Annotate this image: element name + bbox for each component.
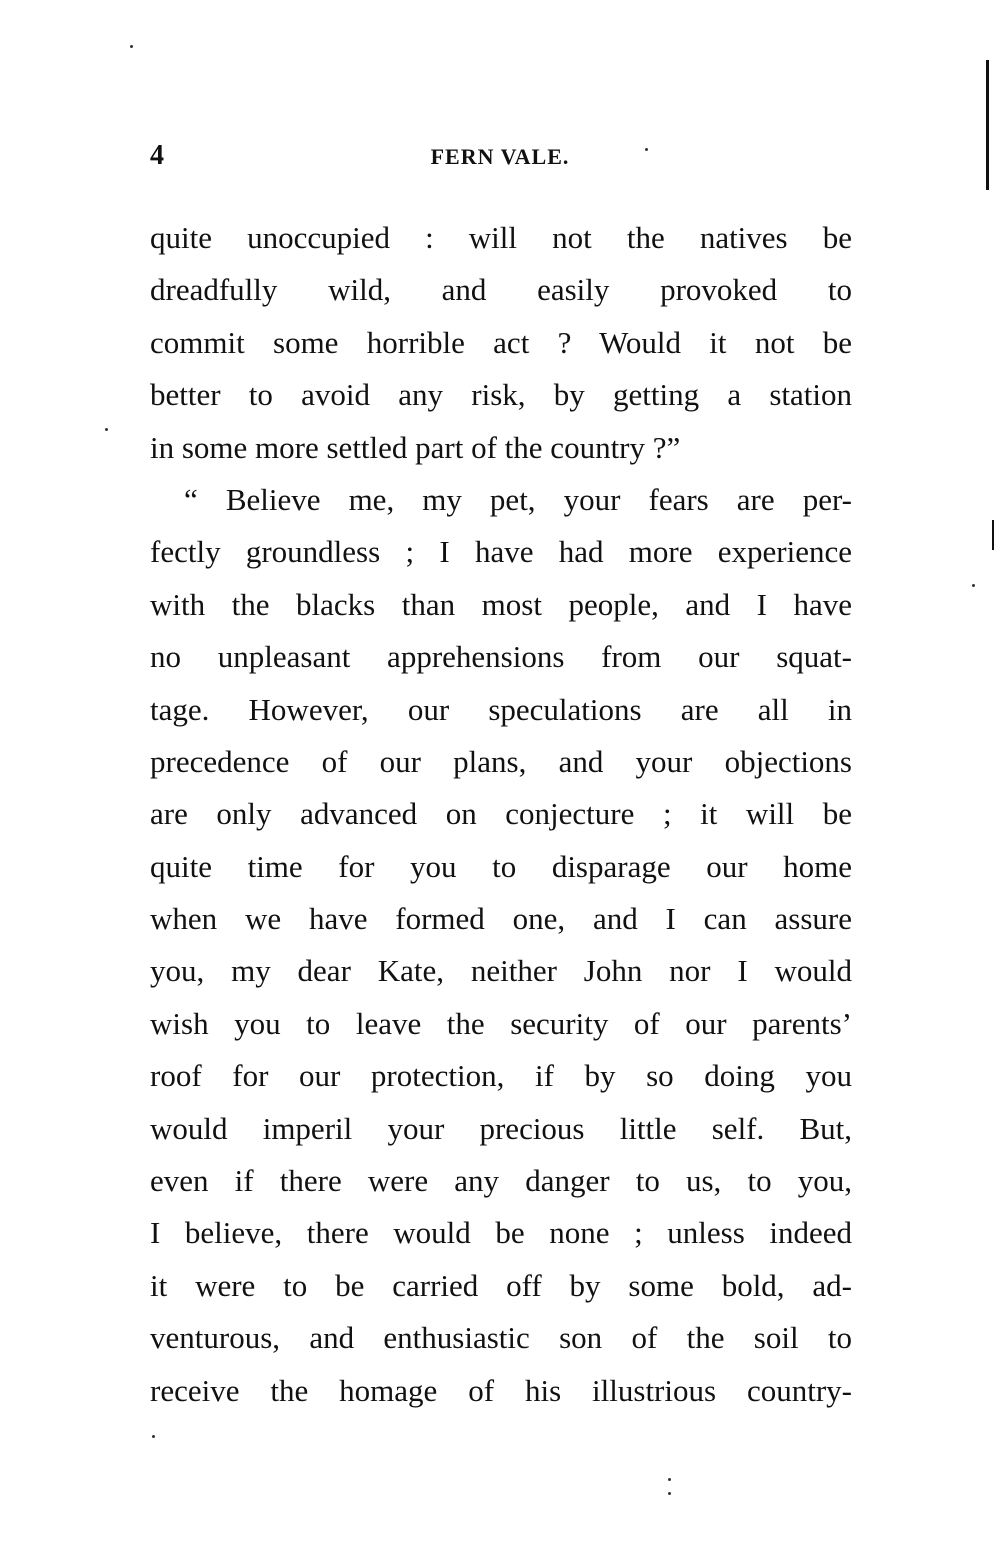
- scan-speck: [668, 1492, 671, 1495]
- scan-speck: [130, 45, 133, 48]
- text-line: receive the homage of his illustrious country-: [150, 1372, 852, 1408]
- text-line: wish you to leave the security of our parents’: [150, 1005, 852, 1041]
- text-line: roof for our protection, if by so doing you: [150, 1058, 852, 1094]
- text-line: quite time for you to disparage our home: [150, 848, 852, 884]
- scan-speck: [668, 1478, 671, 1481]
- text-line: quite unoccupied : will not the natives be: [150, 220, 852, 255]
- scan-speck: [972, 584, 975, 587]
- scan-speck: [105, 428, 108, 431]
- running-title: FERN VALE.: [430, 144, 570, 169]
- text-line: better to avoid any risk, by getting a station: [150, 377, 852, 413]
- text-line: dreadfully wild, and easily provoked to: [150, 272, 852, 308]
- text-line: commit some horrible act ? Would it not be: [150, 324, 852, 360]
- text-line: would imperil your precious little self. But,: [150, 1110, 852, 1146]
- text-line: when we have formed one, and I can assure: [150, 901, 852, 937]
- text-line: venturous, and enthusiastic son of the soil to: [150, 1320, 852, 1356]
- text-line: with the blacks than most people, and I have: [150, 586, 852, 622]
- text-line: tage. However, our speculations are all in: [150, 691, 852, 727]
- text-line: fectly groundless ; I have had more experience: [150, 534, 852, 570]
- page-number: 4: [150, 140, 164, 171]
- text-line: no unpleasant apprehensions from our squat-: [150, 639, 852, 675]
- text-line: I believe, there would be none ; unless indeed: [150, 1215, 852, 1251]
- text-line: precedence of our plans, and your objections: [150, 743, 852, 779]
- scan-speck: [645, 148, 648, 151]
- scan-edge-mark: [992, 520, 994, 550]
- text-line: “ Believe me, my pet, your fears are per-: [184, 481, 852, 517]
- text-line: you, my dear Kate, neither John nor I would: [150, 953, 852, 989]
- text-line: in some more settled part of the country ?”: [150, 429, 681, 465]
- running-head: [150, 140, 850, 180]
- text-line: are only advanced on conjecture ; it will be: [150, 796, 852, 832]
- scan-edge-mark: [986, 60, 989, 190]
- scan-speck: [152, 1435, 155, 1438]
- text-line: it were to be carried off by some bold, ad-: [150, 1267, 852, 1303]
- body-text: [150, 212, 852, 1417]
- text-line: even if there were any danger to us, to you,: [150, 1163, 852, 1199]
